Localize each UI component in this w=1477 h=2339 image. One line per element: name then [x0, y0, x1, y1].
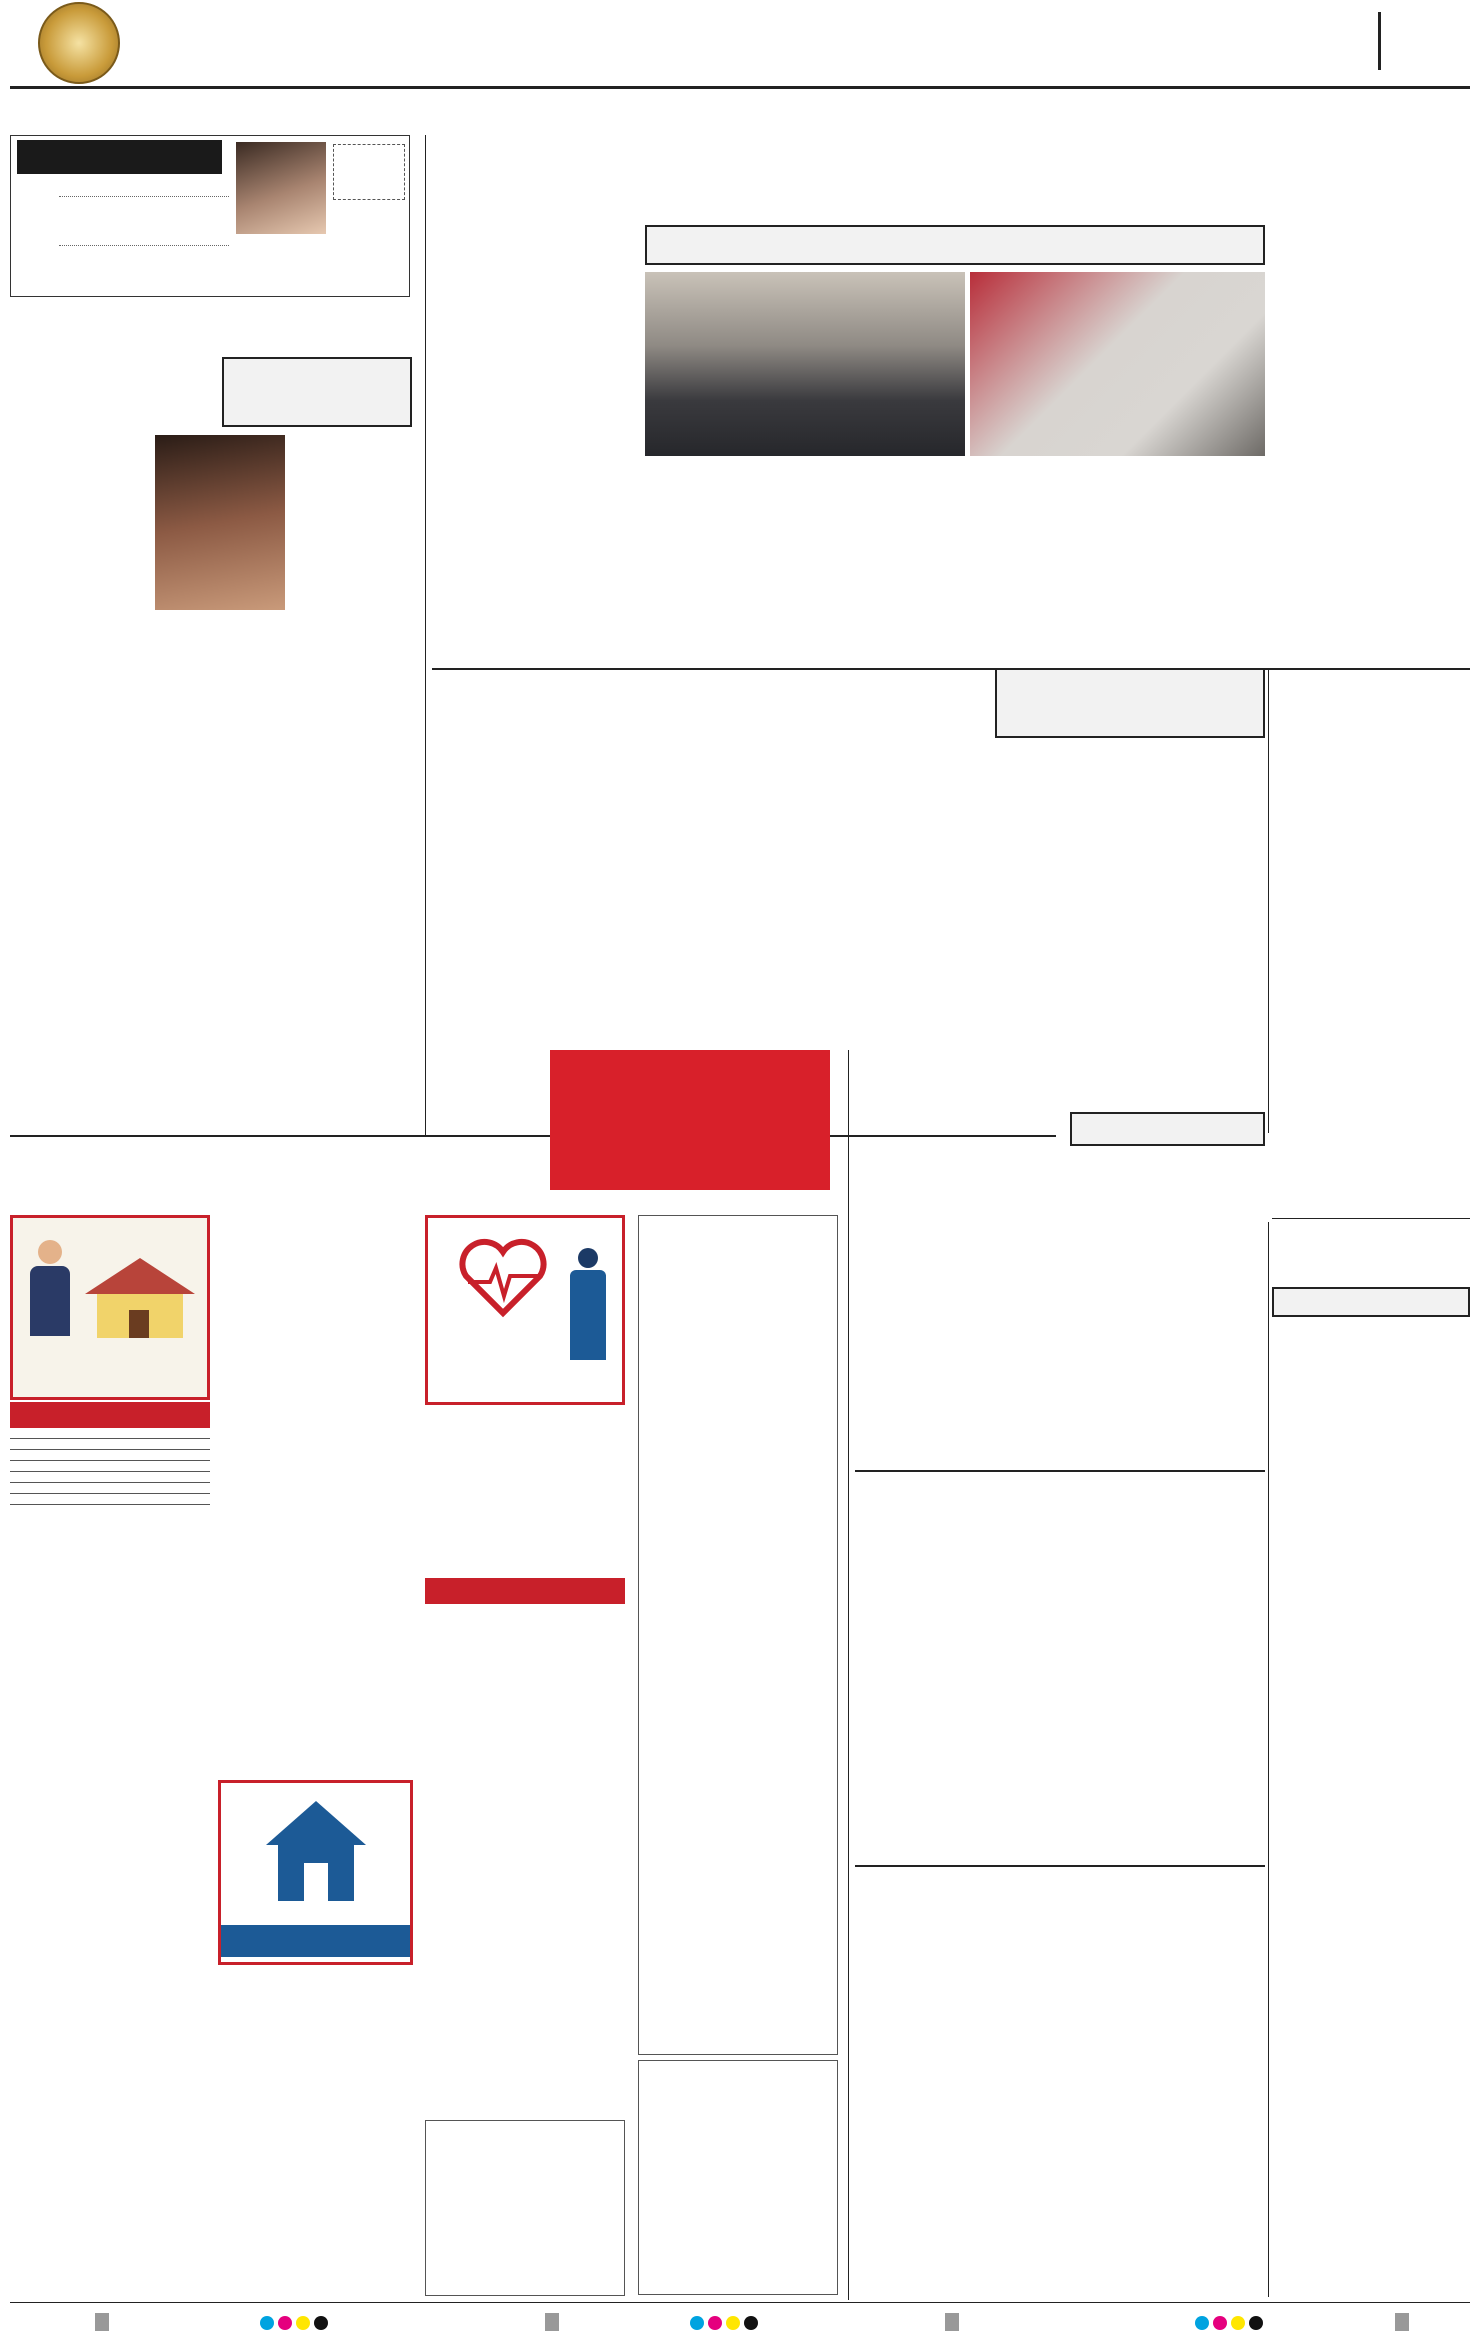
story7-body-col2 [1070, 1943, 1265, 2295]
story6-bottom-rule [855, 1865, 1265, 1867]
birthday-size-note [333, 144, 405, 200]
affidavit-sagarika [638, 1215, 838, 2055]
reader-notice [638, 2060, 838, 2295]
footer-rule [10, 2302, 1470, 2303]
main-photo-seized [970, 272, 1265, 456]
col-divider-far-right [1268, 1222, 1269, 2297]
col-divider-1 [425, 135, 426, 1135]
story7-body-col1 [855, 1943, 1060, 2295]
main-subhead [645, 225, 1265, 265]
footer-grey-block-4 [1395, 2313, 1409, 2331]
main-photo-accused [645, 272, 965, 456]
classified-col2 [215, 1215, 415, 2295]
story1-body-lower [220, 640, 412, 1133]
footer-grey-block-1 [95, 2313, 109, 2331]
main-bottom-rule [432, 668, 1470, 670]
masthead-rule [10, 86, 1470, 89]
story2-subhead [995, 668, 1265, 738]
col-divider-classified [848, 1050, 849, 2300]
anniversary-badge [38, 2, 120, 84]
heart-pulse-icon [458, 1238, 548, 1318]
classified-col3-spa [425, 1410, 625, 1580]
doctor-figure-icon [568, 1248, 608, 1368]
main-body-col2 [645, 478, 850, 662]
birthday-title [17, 140, 222, 174]
footer-grey-block-3 [945, 2313, 959, 2331]
classified-ad [10, 1454, 210, 1461]
affidavit-label [425, 1578, 625, 1604]
birthday-field-lines [59, 196, 229, 246]
classified-everyday-box [550, 1050, 830, 1190]
classified-ad [10, 1498, 210, 1505]
masthead-divider [1378, 12, 1381, 70]
classified-ad [10, 1443, 210, 1450]
main-body-col3 [858, 478, 1063, 662]
main-body-col4 [1272, 225, 1470, 662]
classified-ad [10, 1487, 210, 1494]
house-icon [85, 1258, 195, 1338]
story5-subhead [1272, 1287, 1470, 1317]
story5-body [1272, 1343, 1470, 2293]
story1-victim-photo [155, 435, 285, 610]
classified-ad [10, 1476, 210, 1483]
sale-label [10, 1402, 210, 1428]
for-rent-tile [218, 1780, 413, 1965]
story4-body-col2 [1070, 1152, 1265, 1465]
footer-grey-block-2 [545, 2313, 559, 2331]
main-body-col1 [432, 230, 642, 662]
story3-bottom-rule [1272, 1218, 1470, 1219]
registration-marks-center [690, 2315, 800, 2329]
for-rent-label [221, 1925, 410, 1957]
story2-body-col4 [1070, 742, 1265, 1130]
story4-subhead [1070, 1112, 1265, 1146]
birthday-footer [17, 264, 405, 294]
online-notice [425, 2120, 625, 2296]
main-body-col3b [1070, 478, 1265, 662]
real-estate-tile [10, 1215, 210, 1400]
story3-body [1272, 768, 1470, 1213]
birthday-box [10, 135, 410, 297]
story4-bottom-rule [855, 1470, 1265, 1472]
healthcare-tile [425, 1215, 625, 1405]
classified-ad [10, 1432, 210, 1439]
reader-notice-text [643, 2065, 833, 2265]
birthday-child-photo [236, 142, 326, 234]
agent-figure-icon [25, 1240, 75, 1360]
registration-marks-left [260, 2315, 370, 2329]
for-rent-house-icon [266, 1801, 366, 1911]
story6-body-col1 [855, 1590, 1060, 1860]
story1-body-right [290, 435, 412, 635]
registration-marks-right [1195, 2315, 1305, 2329]
story4-body-col1 [855, 1135, 1060, 1465]
story1-subhead [222, 357, 412, 427]
story2-body-col3 [858, 742, 1063, 1130]
story6-body-col2 [1070, 1572, 1265, 1860]
classified-col1 [10, 1432, 210, 2292]
col-divider-right [1268, 668, 1269, 1133]
classified-ad [10, 1465, 210, 1472]
